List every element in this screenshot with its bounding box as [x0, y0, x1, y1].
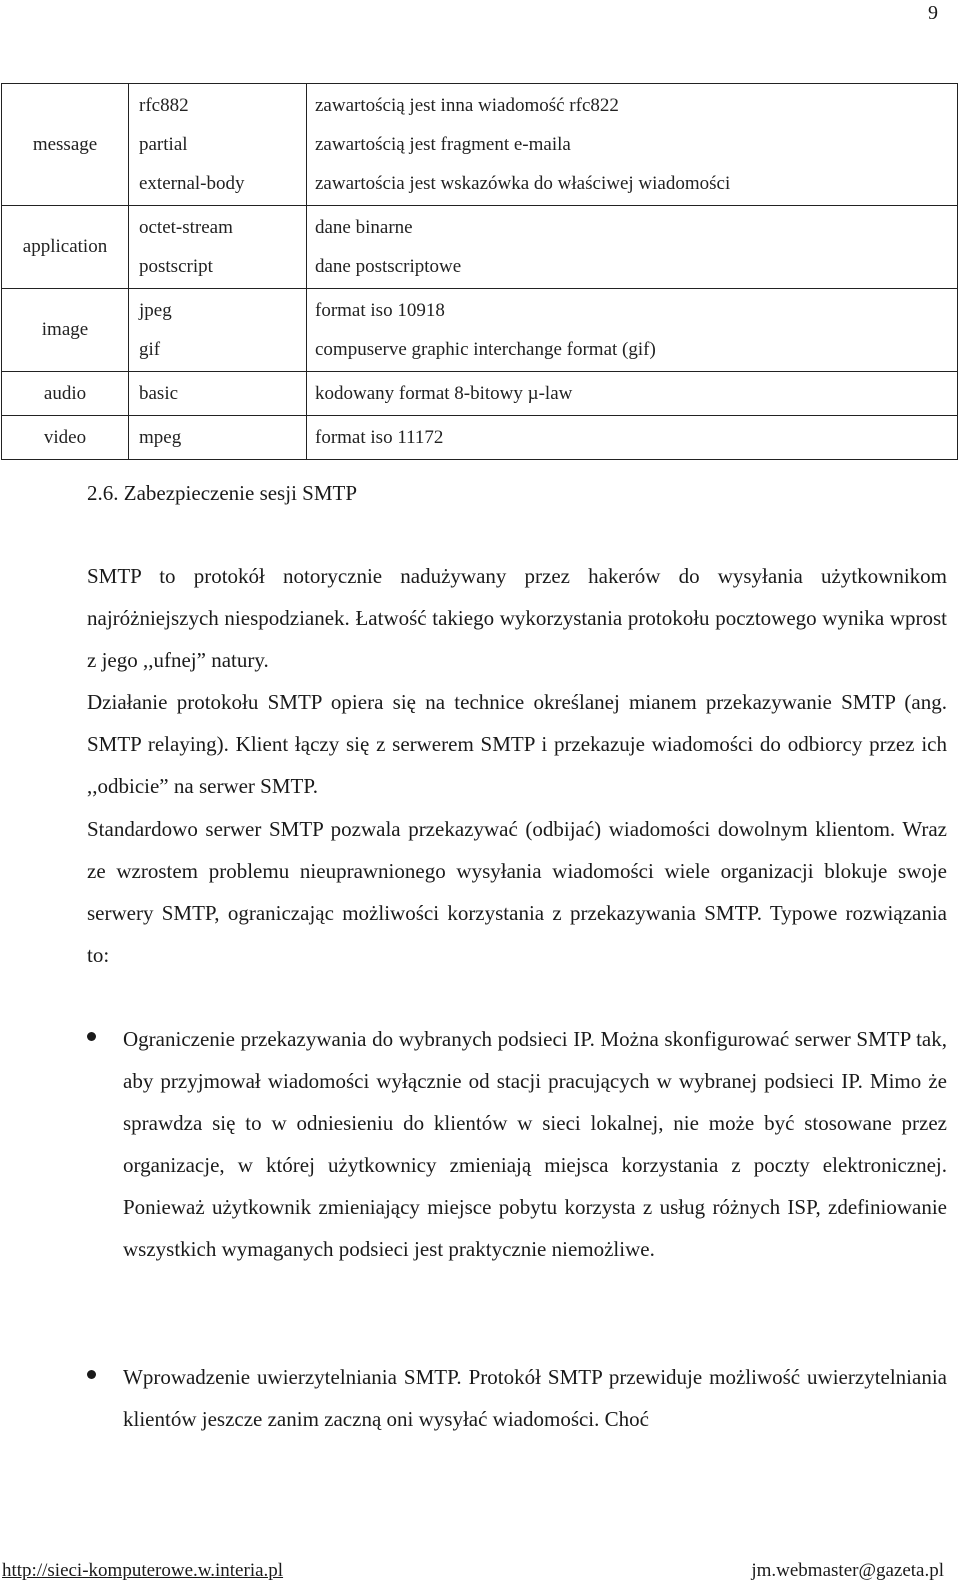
mime-type-cell: image [2, 289, 129, 372]
paragraph: SMTP to protokół notorycznie nadużywany przez hakerów do wysyłania użytkownikom najróżniejszych niespodzianek. Łatwość takiego wykorzystania protokołu pocztowego wynika wprost z jego ,,ufnej” natury. [87, 564, 947, 672]
mime-subtype: basic [139, 383, 179, 404]
mime-subtype-cell [129, 416, 307, 460]
bullet-text: Ograniczenie przekazywania do wybranych podsieci IP. Można skonfigurować serwer SMTP tak, aby przyjmował wiadomości wyłącznie od stacji pracujących w wybranej podsieci IP. Mimo że sprawdza się to w odniesieniu do klientów w sieci lokalnej, nie może być stosowane przez organizacje, w której użytkownicy zmieniają miejsca korzystania z poczty elektronicznej. Ponieważ użytkownik zmieniający miejsce pobytu korzysta z usług różnych ISP, zdefiniowanie wszystkich wymaganych podsieci jest praktycznie niemożliwe. [123, 1027, 947, 1261]
mime-description: format iso 11172 [315, 427, 444, 448]
mime-type-cell: message [2, 84, 129, 206]
table-row [2, 416, 958, 460]
mime-subtype: partial [139, 134, 188, 155]
bullet-icon [87, 1032, 96, 1041]
mime-type-cell: video [2, 416, 129, 460]
mime-subtype: rfc882 [139, 95, 189, 116]
bullet-list-item [87, 1018, 947, 1270]
mime-subtype: external-body [139, 173, 245, 194]
mime-description: compuserve graphic interchange format (gif) [315, 339, 656, 360]
mime-description-cell [307, 372, 958, 416]
mime-subtype-cell [129, 84, 307, 206]
footer-email: jm.webmaster@gazeta.pl [751, 1560, 944, 1581]
mime-description: dane binarne [315, 217, 413, 238]
mime-subtype: mpeg [139, 427, 182, 448]
mime-description-cell [307, 84, 958, 206]
section-title: 2.6. Zabezpieczenie sesji SMTP [87, 481, 358, 505]
mime-description: zawartościa jest wskazówka do właściwej wiadomości [315, 173, 731, 194]
mime-subtype-cell [129, 206, 307, 289]
bullet-text: Wprowadzenie uwierzytelniania SMTP. Protokół SMTP przewiduje możliwość uwierzytelniania klientów jeszcze zanim zaczną oni wysyłać wiadomości. Choć [123, 1365, 947, 1431]
table-row [2, 289, 958, 372]
mime-subtype-cell [129, 372, 307, 416]
mime-subtype: postscript [139, 256, 213, 277]
bullet-icon [87, 1370, 96, 1379]
mime-table-body [2, 84, 958, 460]
bullet-list-item [87, 1356, 947, 1440]
mime-subtype: gif [139, 339, 161, 360]
footer-site-link[interactable]: http://sieci-komputerowe.w.interia.pl [2, 1560, 284, 1581]
mime-subtype: octet-stream [139, 217, 233, 238]
mime-type-cell: application [2, 206, 129, 289]
mime-subtype: jpeg [139, 300, 172, 321]
mime-description: dane postscriptowe [315, 256, 462, 277]
page-number: 9 [928, 2, 938, 24]
mime-types-table [1, 83, 958, 460]
table-row [2, 84, 958, 206]
table-row [2, 372, 958, 416]
mime-description-cell [307, 416, 958, 460]
mime-description-cell [307, 289, 958, 372]
paragraph: Standardowo serwer SMTP pozwala przekazywać (odbijać) wiadomości dowolnym klientom. Wraz ze wzrostem problemu nieuprawnionego wysyłania wiadomości wiele organizacji blokuje swoje serwery SMTP, ograniczając możliwości korzystania z przekazywania SMTP. Typowe rozwiązania to: [87, 817, 947, 967]
mime-description: format iso 10918 [315, 300, 445, 321]
mime-description: kodowany format 8-bitowy µ-law [315, 383, 573, 404]
paragraph: Działanie protokołu SMTP opiera się na technice określanej mianem przekazywanie SMTP (ang. SMTP relaying). Klient łączy się z serwerem SMTP i przekazuje wiadomości do odbiorcy przez ich ,,odbicie” na serwer SMTP. [87, 690, 947, 798]
mime-subtype-cell [129, 289, 307, 372]
mime-description-cell [307, 206, 958, 289]
mime-description: zawartością jest fragment e-maila [315, 134, 571, 155]
mime-type-cell: audio [2, 372, 129, 416]
mime-description: zawartością jest inna wiadomość rfc822 [315, 95, 619, 116]
table-row [2, 206, 958, 289]
